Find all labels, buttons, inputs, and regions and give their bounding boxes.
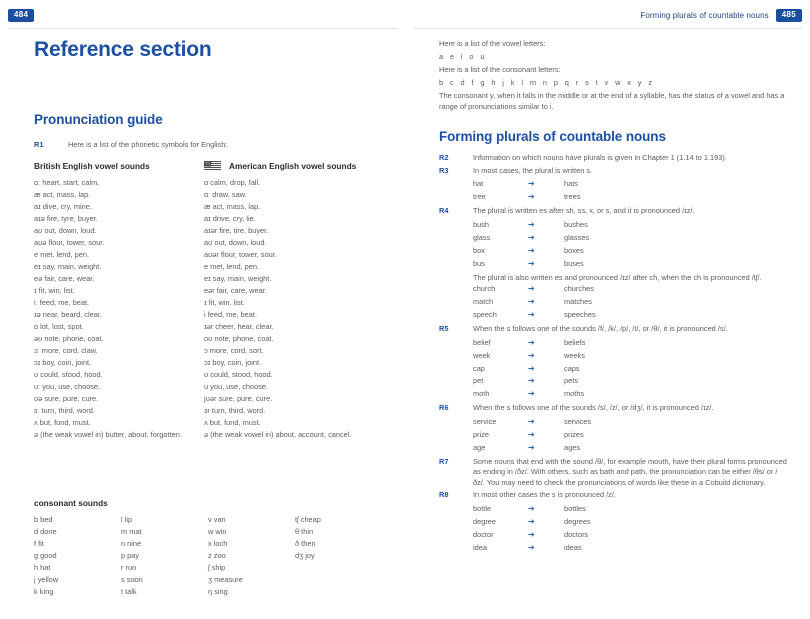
consonant-item: p pay (121, 550, 140, 560)
plural-form: prizes (564, 429, 584, 439)
consonant-sounds-heading: consonant sounds (34, 498, 108, 508)
consonant-item: d done (34, 526, 57, 536)
consonant-item: θ thin (295, 526, 314, 536)
vowel-item: ʊ could, stood, hood. (34, 369, 103, 379)
british-heading-row (34, 160, 204, 171)
plural-form: ideas (564, 542, 582, 552)
folio-left: 484 (8, 9, 34, 22)
consonant-item: tʃ cheap (295, 515, 321, 524)
running-title: Forming plurals of countable nouns (640, 10, 769, 20)
consonant-item: t talk (121, 586, 137, 596)
arrow-icon: ➔ (528, 192, 535, 202)
plural-form: ages (564, 442, 581, 452)
right-page-content (439, 38, 789, 555)
singular-form: bush (473, 219, 490, 229)
plural-form: weeks (564, 350, 585, 360)
example-pair (473, 232, 789, 245)
y-consonant-note: The consonant y, when it falls in the middle or at the end of a syllable, has the status of a vowel and has a range of pronunciations similar to i. (439, 91, 785, 112)
example-pairs-r4-ch (473, 283, 789, 322)
plural-form: trees (564, 192, 581, 202)
vowel-sounds-columns (34, 160, 374, 441)
arrow-icon: ➔ (528, 429, 535, 439)
arrow-icon: ➔ (528, 442, 535, 452)
us-flag-icon (204, 161, 221, 171)
vowel-item: eər fair, care, wear. (204, 285, 267, 295)
singular-form: week (473, 350, 491, 360)
vowel-item: ɪ fit, win, list. (34, 285, 75, 295)
arrow-icon: ➔ (528, 389, 535, 399)
singular-form: bus (473, 258, 485, 268)
consonant-item: w win (208, 526, 227, 536)
vowel-item: eɪ say, main, weight. (204, 273, 272, 283)
rule-row-r1 (34, 140, 384, 151)
arrow-icon: ➔ (528, 516, 535, 526)
consonant-item: m mat (121, 526, 142, 536)
consonant-item: ŋ sing (208, 586, 228, 596)
vowel-item: ʌ but, fund, must. (204, 417, 261, 427)
example-pair (473, 191, 789, 204)
example-pairs-r3 (473, 178, 789, 204)
vowel-item: ɔɪ boy, coin, joint. (204, 357, 262, 367)
vowel-item: æ act, mass, lap. (204, 201, 261, 211)
vowel-item: ɪə near, beard, clear. (34, 309, 102, 319)
example-pairs-r6 (473, 416, 789, 455)
vowel-item: i feed, me, beat. (204, 309, 257, 319)
arrow-icon: ➔ (528, 284, 535, 294)
plural-form: churches (564, 284, 594, 294)
vowel-item: ɜr turn, third, word. (204, 405, 266, 415)
arrow-icon: ➔ (528, 245, 535, 255)
plural-form: hats (564, 179, 578, 189)
singular-form: idea (473, 542, 487, 552)
vowel-item: u you, use, choose. (204, 381, 269, 391)
running-head-right (640, 8, 802, 22)
rule-row-r8 (439, 490, 789, 501)
vowel-item: æ act, mass, lap. (34, 189, 91, 199)
consonant-item: h hat (34, 562, 51, 572)
vowel-item: ʊ could, stood, hood. (204, 369, 273, 379)
rule-row-r3 (439, 166, 789, 177)
vowel-item: ɔ more, cord, sort. (204, 345, 264, 355)
vowel-item: aʊər flour, tower, sour. (204, 249, 277, 259)
example-pair (473, 363, 789, 376)
vowel-item: ɜː turn, third, word. (34, 405, 95, 415)
rule-row-r5 (439, 324, 789, 335)
example-pair (473, 542, 789, 555)
example-pair (473, 429, 789, 442)
plural-form: beliefs (564, 337, 586, 347)
example-pairs-r5 (473, 337, 789, 402)
ref-text-r4: The plural is written es after sh, ss, x, or s, and it is pronounced /ɪz/. (473, 206, 695, 216)
page-right (405, 0, 810, 619)
vowel-item: uː you, use, choose. (34, 381, 101, 391)
singular-form: service (473, 416, 497, 426)
running-head-left (8, 8, 34, 22)
consonant-item: j yellow (34, 574, 59, 584)
plural-form: boxes (564, 245, 584, 255)
vowel-item: ɔː more, cord, claw. (34, 345, 98, 355)
example-pair (473, 245, 789, 258)
page-title: Reference section (34, 38, 212, 61)
example-pair (473, 350, 789, 363)
ref-text-r5: When the s follows one of the sounds /f/, /k/, /p/, /t/, or /θ/, it is pronounced /s/. (473, 324, 728, 334)
singular-form: doctor (473, 529, 494, 539)
vowel-item: aɪ drive, cry, lie. (204, 213, 256, 223)
example-pair (473, 296, 789, 309)
vowel-item: ə (the weak vowel in) butter, about, forgotten. (34, 429, 182, 439)
arrow-icon: ➔ (528, 416, 535, 426)
vowel-item: ɑː draw, saw. (204, 189, 247, 199)
british-vowel-list (34, 177, 204, 441)
arrow-icon: ➔ (528, 179, 535, 189)
example-pair (473, 337, 789, 350)
folio-right: 485 (776, 9, 802, 22)
consonant-letters-intro: Here is a list of the consonant letters: (439, 65, 561, 75)
ref-text-r6: When the s follows one of the sounds /s/, /z/, or /dʒ/, it is pronounced /ɪz/. (473, 403, 714, 413)
consonant-item: dʒ joy (295, 550, 315, 560)
rule-r4-continuation: The plural is also written es and pronounced /ɪz/ after ch, when the ch is pronounced /tʃ/. (473, 272, 762, 282)
ref-tag-r3: R3 (439, 165, 449, 175)
vowel-item: aʊə flour, tower, sour. (34, 237, 105, 247)
header-rule-right (413, 28, 803, 29)
section-heading-plurals: Forming plurals of countable nouns (439, 129, 666, 145)
example-pairs-r4 (473, 219, 789, 271)
vowel-item: e met, lend, pen. (204, 261, 260, 271)
ref-tag-r4: R4 (439, 206, 449, 216)
vowel-letters-intro: Here is a list of the vowel letters: (439, 39, 546, 48)
vowel-item: ɪər cheer, hear, clear. (204, 321, 274, 331)
vowel-item: aʊ out, down, loud. (204, 237, 267, 247)
singular-form: box (473, 245, 485, 255)
vowel-letters-list: a e i o u (439, 52, 487, 62)
example-pair (473, 219, 789, 232)
rule-row-r7 (439, 457, 789, 489)
singular-form: belief (473, 337, 491, 347)
american-vowels-heading: American English vowel sounds (229, 160, 357, 171)
american-vowel-list (204, 177, 374, 441)
consonant-item: ð then (295, 538, 316, 548)
section-heading-pronunciation: Pronunciation guide (34, 112, 163, 127)
consonant-item: r run (121, 562, 137, 572)
consonant-item: s soon (121, 574, 143, 584)
american-vowel-column (204, 160, 374, 441)
ref-text-r2: Information on which nouns have plurals is given in Chapter 1 (1.14 to 1.193). (473, 153, 727, 163)
arrow-icon: ➔ (528, 258, 535, 268)
ref-tag-r8: R8 (439, 490, 449, 500)
vowel-item: aɪər fire, tire, buyer. (204, 225, 269, 235)
vowel-item: ɑː heart, start, calm. (34, 178, 100, 187)
singular-form: hat (473, 179, 484, 189)
vowel-item: ɑ calm, drop, fall. (204, 178, 261, 187)
vowel-item: aɪə fire, tyre, buyer. (34, 213, 98, 223)
plural-form: bottles (564, 503, 586, 513)
arrow-icon: ➔ (528, 542, 535, 552)
rule-row-r2 (439, 153, 789, 164)
example-pair (473, 388, 789, 401)
singular-form: degree (473, 516, 497, 526)
arrow-icon: ➔ (528, 310, 535, 320)
singular-form: speech (473, 310, 497, 320)
consonant-item: z zoo (208, 550, 226, 560)
left-page-content (34, 38, 384, 151)
example-pair (473, 283, 789, 296)
vowel-item: ʊə sure, pure, cure. (34, 393, 99, 403)
consonant-item: k king (34, 586, 54, 596)
vowel-item: əʊ note, phone, coat. (34, 333, 104, 343)
consonant-column-2 (121, 514, 208, 598)
example-pair (473, 503, 789, 516)
example-pair (473, 309, 789, 322)
vowel-item: iː feed, me, beat. (34, 297, 90, 307)
ref-text-r7: Some nouns that end with the sound /θ/, for example mouth, have their plural forms pronounced as ending in /ðz/. With others, such as bath and path, the pronunciation can be either /θs/ or /ðz/. You may need to check the pronunciations of words like these in a Cobuild dictionary. (473, 456, 787, 487)
example-pair (473, 258, 789, 271)
example-pair (473, 529, 789, 542)
british-vowel-column (34, 160, 204, 441)
arrow-icon: ➔ (528, 363, 535, 373)
ref-tag-r2: R2 (439, 153, 449, 163)
plural-form: bushes (564, 219, 588, 229)
vowel-item: aʊ out, down, loud. (34, 225, 97, 235)
vowel-item: ʌ but, fund, must. (34, 417, 91, 427)
singular-form: match (473, 297, 494, 307)
ref-tag-r6: R6 (439, 403, 449, 413)
vowel-item: e met, lend, pen. (34, 249, 90, 259)
plural-form: speeches (564, 310, 596, 320)
example-pair (473, 416, 789, 429)
plural-form: degrees (564, 516, 591, 526)
arrow-icon: ➔ (528, 376, 535, 386)
ref-text-r1: Here is a list of the phonetic symbols for English: (68, 140, 228, 149)
consonant-column-1 (34, 514, 121, 598)
consonant-item: g good (34, 550, 57, 560)
consonant-item: x loch (208, 538, 228, 548)
header-rule-left (8, 28, 398, 29)
example-pair (473, 516, 789, 529)
example-pair (473, 178, 789, 191)
singular-form: moth (473, 389, 490, 399)
arrow-icon: ➔ (528, 219, 535, 229)
consonant-sounds-block (34, 498, 384, 598)
plural-form: glasses (564, 232, 590, 242)
vowel-item: jʊər sure, pure, cure. (204, 393, 273, 403)
singular-form: age (473, 442, 486, 452)
consonant-column-3 (208, 514, 295, 598)
consonant-column-4 (295, 514, 382, 598)
singular-form: pet (473, 376, 484, 386)
vowel-item: eɪ say, main, weight. (34, 261, 102, 271)
consonant-item: f fit (34, 538, 44, 548)
vowel-item: ɒ lot, lost, spot. (34, 321, 84, 331)
arrow-icon: ➔ (528, 232, 535, 242)
vowel-item: oʊ note, phone, coat. (204, 333, 274, 343)
vowel-item: ə (the weak vowel in) about, account, cancel. (204, 429, 352, 439)
plural-form: buses (564, 258, 584, 268)
singular-form: glass (473, 232, 491, 242)
singular-form: bottle (473, 503, 492, 513)
ref-tag-r7: R7 (439, 456, 449, 466)
arrow-icon: ➔ (528, 529, 535, 539)
american-heading-row (204, 160, 374, 171)
consonant-item: v van (208, 515, 226, 524)
british-vowels-heading: British English vowel sounds (34, 160, 150, 171)
arrow-icon: ➔ (528, 297, 535, 307)
example-pairs-r8 (473, 503, 789, 555)
plural-form: services (564, 416, 592, 426)
ref-text-r3: In most cases, the plural is written s. (473, 165, 593, 175)
singular-form: cap (473, 363, 485, 373)
singular-form: tree (473, 192, 486, 202)
consonant-item: ʃ ship (208, 562, 226, 572)
vowel-item: ɔɪ boy, coin, joint. (34, 357, 92, 367)
consonant-item: n nine (121, 538, 142, 548)
example-pair (473, 375, 789, 388)
arrow-icon: ➔ (528, 337, 535, 347)
ref-tag-r5: R5 (439, 324, 449, 334)
ref-tag-r1: R1 (34, 140, 44, 149)
vowel-item: eə fair, care, wear. (34, 273, 95, 283)
plural-form: caps (564, 363, 580, 373)
arrow-icon: ➔ (528, 350, 535, 360)
plural-form: doctors (564, 529, 589, 539)
arrow-icon: ➔ (528, 503, 535, 513)
consonant-item: ʒ measure (208, 574, 243, 584)
example-pair (473, 442, 789, 455)
rule-row-r6 (439, 403, 789, 414)
plural-form: moths (564, 389, 585, 399)
consonant-grid (34, 514, 384, 598)
singular-form: prize (473, 429, 490, 439)
vowel-item: ɪ fit, win, list. (204, 297, 245, 307)
consonant-letters-list: b c d f g h j k l m n p q r s t v w x y z (439, 78, 655, 88)
consonant-item: b bed (34, 515, 53, 524)
singular-form: church (473, 284, 496, 294)
plural-form: pets (564, 376, 578, 386)
consonant-item: l lip (121, 515, 133, 524)
vowel-item: aɪ dive, cry, mine. (34, 201, 92, 211)
ref-text-r8: In most other cases the s is pronounced /z/. (473, 490, 616, 500)
rule-row-r4 (439, 206, 789, 217)
plural-form: matches (564, 297, 592, 307)
